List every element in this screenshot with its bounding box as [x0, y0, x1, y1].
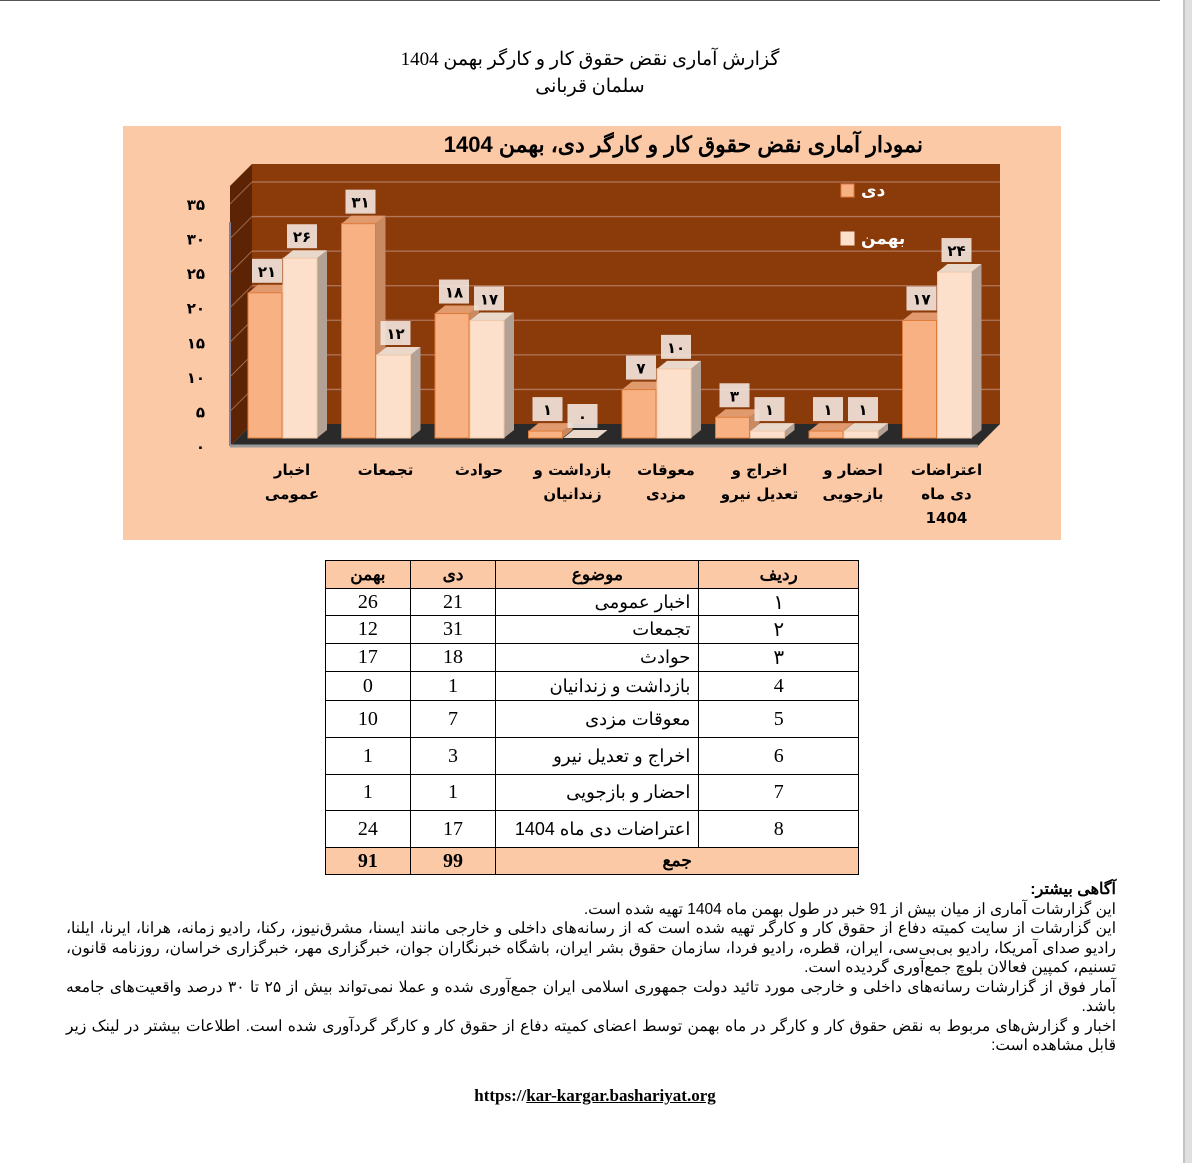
bar-bahman — [938, 272, 972, 438]
bar-side — [972, 264, 982, 438]
x-category-label: حوادث — [454, 461, 504, 479]
x-category-label: تجمعات — [357, 461, 414, 479]
bar-side — [317, 250, 327, 438]
table-total-row — [326, 848, 859, 875]
bar-side — [411, 347, 421, 438]
bar-bahman — [377, 355, 411, 438]
cell-dey: 18 — [410, 644, 496, 672]
cell-subject: اعتراضات دی ماه 1404 — [496, 811, 699, 848]
x-category-label: اخراج و — [731, 461, 788, 479]
document-author: سلمان قربانی — [535, 76, 645, 97]
cell-dey: 3 — [410, 738, 496, 775]
x-category-label: عمومی — [264, 485, 320, 503]
bar-dey — [248, 293, 282, 438]
cell-row-number: 4 — [699, 672, 859, 701]
header-row-number: ردیف — [699, 561, 859, 589]
chart-container — [123, 126, 1061, 540]
data-table — [325, 560, 859, 875]
header-subject: موضوع — [496, 561, 699, 589]
y-tick-label: ۰ — [195, 438, 205, 456]
cell-bahman: 12 — [326, 616, 411, 644]
notes-paragraph-3: آمار فوق از گزارشات رسانه‌های داخلی و خارجی مورد تائید دولت جمهوری اسلامی ایران جمع‌آوری شده و عملا نمی‌تواند بیش از ۲۵ تا ۳۰ درصد واقعیت‌های جامعه باشد. — [66, 978, 1116, 1015]
table-header-row — [326, 561, 859, 589]
table-row — [326, 589, 859, 616]
cell-bahman: 10 — [326, 701, 411, 738]
y-tick-label: ۲۵ — [186, 265, 205, 284]
x-category-label: اعتراضات — [910, 461, 983, 479]
bar-bahman — [844, 431, 878, 438]
bar-bahman — [470, 320, 504, 438]
cell-dey: 31 — [410, 616, 496, 644]
total-dey: 99 — [410, 848, 496, 875]
bar-bahman — [657, 369, 691, 438]
data-label: ۲۱ — [257, 262, 277, 281]
data-label: ۱ — [764, 401, 775, 420]
data-label: ۱ — [858, 401, 868, 420]
data-label: ۱ — [542, 401, 553, 420]
data-label: ۱۲ — [386, 325, 405, 344]
header-dey: دی — [410, 561, 496, 589]
notes-section — [66, 880, 1116, 1056]
bar-dey — [342, 224, 376, 438]
bar-side — [691, 361, 701, 438]
cell-bahman: 24 — [326, 811, 411, 848]
legend-label: دی — [861, 181, 886, 201]
table-row — [326, 672, 859, 701]
cell-row-number: ۱ — [699, 589, 859, 616]
table-row — [326, 644, 859, 672]
link-prefix: https:// — [474, 1086, 527, 1105]
data-label: ۳ — [729, 387, 740, 406]
page-top-border — [0, 0, 1160, 1]
document-title: گزارش آماری نقض حقوق کار و کارگر بهمن 1404 — [400, 49, 780, 70]
cell-row-number: 8 — [699, 811, 859, 848]
x-category-label: 1404 — [925, 509, 968, 527]
bar-dey — [435, 314, 469, 438]
cell-dey: 21 — [410, 589, 496, 616]
cell-subject: تجمعات — [496, 616, 699, 644]
cell-bahman: 0 — [326, 672, 411, 701]
data-label: ۲۴ — [947, 242, 966, 261]
x-category-label: مزدی — [645, 485, 687, 503]
legend-label: بهمن — [861, 229, 906, 249]
cell-row-number: ۲ — [699, 616, 859, 644]
bar-bahman — [751, 431, 785, 438]
notes-paragraph-4: اخبار و گزارش‌های مربوط به نقض حقوق کار و کارگر در ماه بهمن توسط اعضای کمیته دفاع از حقوق کار و کارگر گردآوری شده است. اطلاعات بیشتر در لینک زیر قابل مشاهده است: — [66, 1017, 1116, 1054]
data-label: ۱۷ — [479, 290, 499, 309]
data-label: ۰ — [577, 408, 588, 426]
x-category-label: معوقات — [637, 461, 695, 479]
table-row — [326, 811, 859, 848]
y-tick-label: ۵ — [195, 403, 205, 422]
y-tick-label: ۳۵ — [186, 196, 205, 214]
cell-dey: 1 — [410, 775, 496, 811]
data-label: ۳۱ — [351, 193, 370, 212]
y-tick-label: ۱۵ — [186, 334, 205, 353]
legend-swatch-bahman — [841, 232, 854, 245]
notes-heading: آگاهی بیشتر: — [1030, 881, 1116, 898]
cell-dey: 7 — [410, 701, 496, 738]
data-label: ۱۷ — [912, 290, 931, 309]
total-label: جمع — [496, 848, 859, 875]
vertical-scrollbar[interactable] — [1185, 0, 1192, 1163]
cell-subject: اخبار عمومی — [496, 589, 699, 616]
total-bahman: 91 — [326, 848, 411, 875]
data-label: ۷ — [636, 359, 646, 378]
data-label: ۲۶ — [292, 228, 312, 247]
table-row — [326, 616, 859, 644]
notes-paragraph-2: این گزارشات از سایت کمیته دفاع از حقوق کار و کارگر تهیه شده است که از رسانه‌های داخلی و خارجی مانند ایسنا، مشرق‌نیوز، رکنا، رادیو زمانه، هرانا، ایرنا، ایلنا، رادیو صدای آمریکا، رادیو بی‌بی‌سی، ایران، قطره، رادیو فردا، سازمان حقوق بشر ایران، باشگاه خبرنگاران جوان، خبرگزاری مهر، خبرگزاری خراسان، روزنامه قانون، تسنیم، کمپین فعالان بلوچ جمع‌آوری گردیده است. — [66, 920, 1116, 976]
bar-dey — [716, 417, 750, 438]
chart-title: نمودار آماری نقض حقوق کار و کارگر دی، بهمن 1404 — [443, 132, 923, 157]
cell-subject: بازداشت و زندانیان — [496, 672, 699, 701]
table-row — [326, 701, 859, 738]
website-link[interactable]: kar-kargar.bashariyat.org — [526, 1086, 716, 1105]
table-row — [326, 775, 859, 811]
data-label: ۱ — [823, 401, 833, 420]
cell-subject: اخراج و تعدیل نیرو — [496, 738, 699, 775]
bar-dey — [622, 390, 656, 438]
header-bahman: بهمن — [326, 561, 411, 589]
cell-dey: 1 — [410, 672, 496, 701]
x-category-label: اخبار — [273, 461, 311, 479]
bar-chart — [123, 126, 1061, 540]
cell-subject: معوقات مزدی — [496, 701, 699, 738]
cell-subject: احضار و بازجویی — [496, 775, 699, 811]
y-tick-label: ۲۰ — [186, 299, 205, 318]
cell-subject: حوادث — [496, 644, 699, 672]
cell-row-number: 6 — [699, 738, 859, 775]
x-category-label: بازداشت و — [533, 461, 612, 479]
y-tick-label: ۱۰ — [186, 368, 205, 387]
bar-bahman — [283, 258, 317, 438]
data-label: ۱۰ — [666, 338, 686, 357]
cell-bahman: 1 — [326, 775, 411, 811]
bar-dey — [903, 320, 937, 438]
cell-bahman: 17 — [326, 644, 411, 672]
data-label: ۱۸ — [444, 283, 464, 302]
x-category-label: زندانیان — [543, 485, 602, 503]
y-tick-label: ۳۰ — [186, 230, 205, 249]
x-category-label: بازجویی — [822, 485, 884, 503]
bar-side — [504, 312, 514, 438]
cell-dey: 17 — [410, 811, 496, 848]
x-category-label: دی ماه — [921, 485, 972, 503]
cell-bahman: 1 — [326, 738, 411, 775]
x-category-label: احضار و — [823, 461, 883, 479]
bar-dey — [529, 431, 563, 438]
bar-dey — [809, 431, 843, 438]
cell-row-number: 5 — [699, 701, 859, 738]
link-line — [300, 1086, 890, 1106]
cell-row-number: 7 — [699, 775, 859, 811]
cell-bahman: 26 — [326, 589, 411, 616]
x-category-label: تعدیل نیرو — [720, 485, 799, 503]
legend-swatch-dey — [841, 184, 854, 197]
table-row — [326, 738, 859, 775]
cell-row-number: ۳ — [699, 644, 859, 672]
notes-paragraph-1: این گزارشات آماری از میان بیش از 91 خبر در طول بهمن ماه 1404 تهیه شده است. — [583, 900, 1116, 918]
